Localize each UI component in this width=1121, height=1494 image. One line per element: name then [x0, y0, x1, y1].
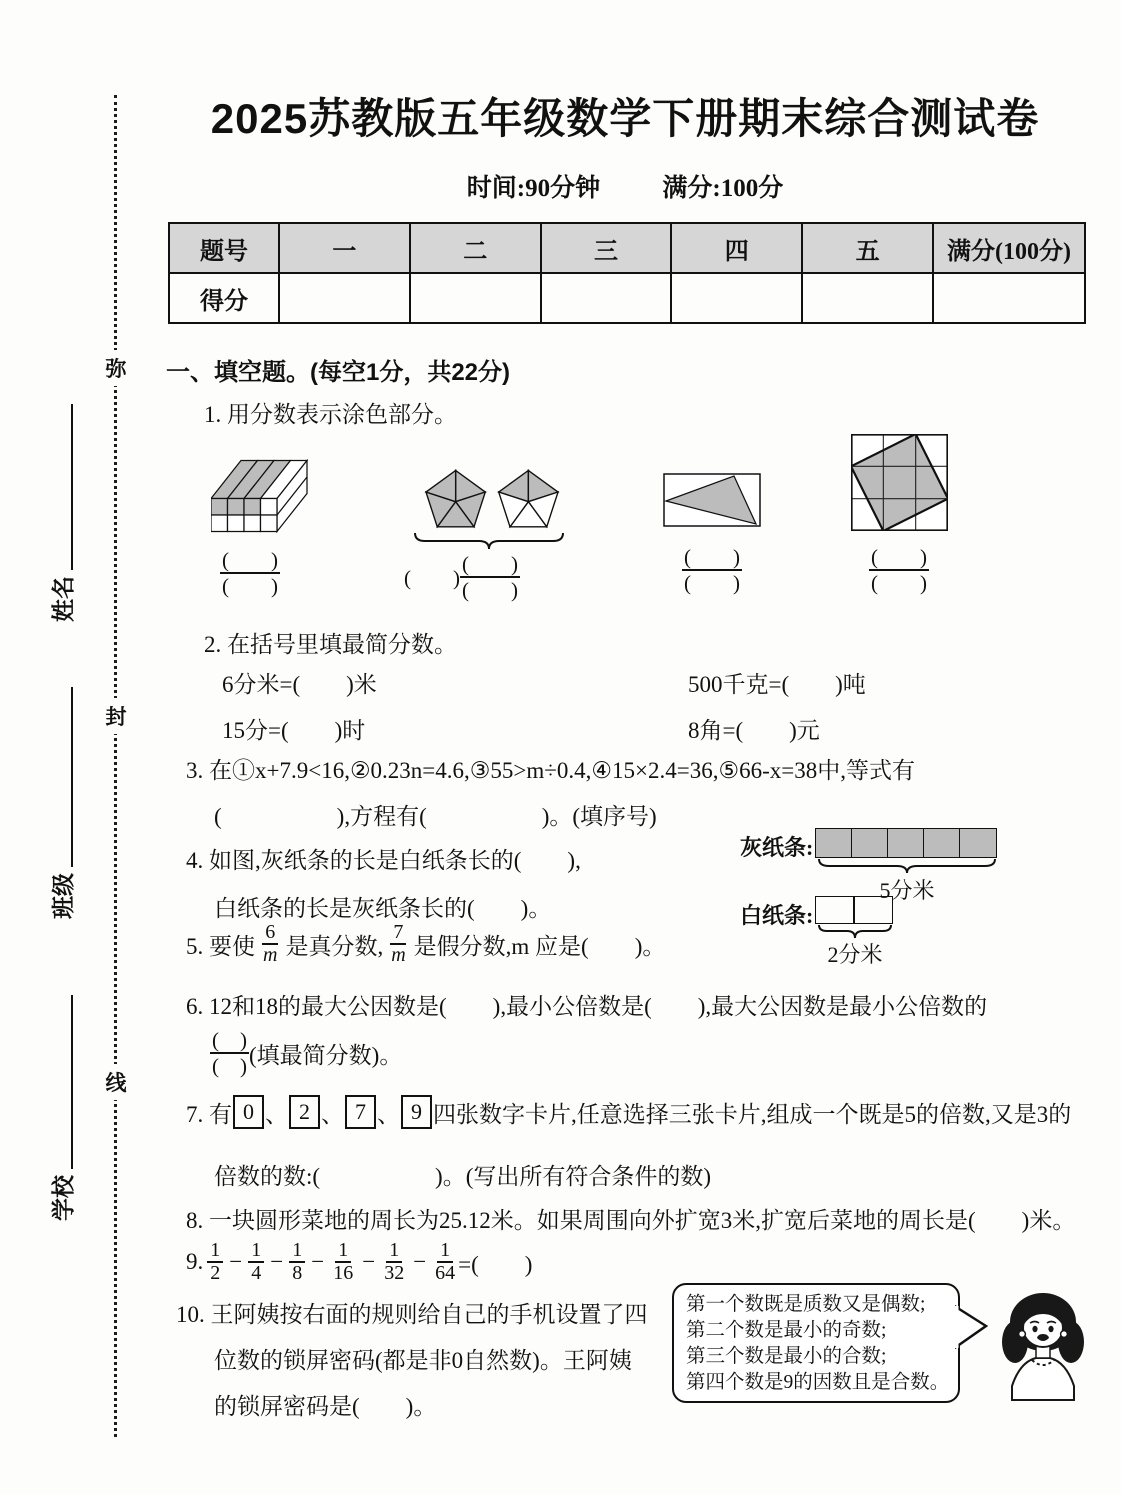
q2-item-4: 8角=( )元 [688, 718, 820, 743]
q1-fig2-underbrace [413, 533, 565, 550]
school-underline [70, 995, 73, 1169]
q4-white-strip [817, 896, 893, 922]
seal-char-mi: 弥 [101, 350, 131, 386]
q3-line2: ( ),方程有( )。(填序号) [214, 804, 657, 829]
q9-minus: − [413, 1249, 427, 1274]
q5-pre: 5. 要使 [186, 933, 255, 959]
q4-gray-strip-label: 灰纸条: [740, 835, 814, 860]
score-cell [802, 273, 933, 323]
q7-separator: 、 [321, 1101, 344, 1127]
q5-frac1-numerator: 6 [262, 922, 278, 945]
q10-rule-1: 第一个数既是质数又是偶数; [686, 1294, 926, 1315]
q1-figure-rect-triangle [663, 473, 761, 527]
col-part-1: 一 [279, 223, 410, 273]
seal-char-xian: 线 [101, 1064, 131, 1100]
q9-equals-blank: =( ) [458, 1251, 533, 1277]
q6-line2 [210, 1028, 402, 1078]
score-cell [279, 273, 410, 323]
q7-digit-card-7: 7 [345, 1095, 376, 1129]
q5-frac1-denominator: m [263, 944, 278, 966]
q7-digit-card-9: 9 [401, 1095, 432, 1129]
q5-line [186, 922, 665, 966]
score-cell [933, 273, 1085, 323]
score-cell [410, 273, 541, 323]
time-limit: 时间:90分钟 [466, 175, 601, 202]
q9-fraction-6: $\frac{1}{64}$ [435, 1239, 456, 1284]
q6-denominator-blank: ( ) [212, 1054, 247, 1079]
page-title: 2025苏教版五年级数学下册期末综合测试卷 [210, 95, 1040, 142]
q4-white-length: 2分米 [827, 942, 883, 967]
col-part-4: 四 [671, 223, 802, 273]
q7-pre: 7. 有 [186, 1101, 232, 1127]
q1-figure-grid-square [851, 434, 948, 531]
q9-minus: − [362, 1249, 376, 1274]
q3-line1: 3. 在①x+7.9<16,②0.23n=4.6,③55>m÷0.4,④15×2.4=36,⑤66-x=38中,等式有 [186, 758, 915, 783]
q1-fig3-answer-fraction [666, 545, 758, 595]
q1-fig2-answer-fraction [460, 552, 520, 602]
q1-fig4-answer-fraction [853, 545, 945, 595]
q9-line [186, 1240, 532, 1284]
q1-figure-cuboid [211, 459, 311, 537]
speech-bubble-tail [955, 1305, 989, 1349]
q10-rule-4: 第四个数是9的因数且是合数。 [686, 1372, 950, 1393]
q1-fig1-denominator-blank: ( ) [222, 574, 278, 599]
q6-suffix: (填最简分数)。 [249, 1042, 403, 1068]
aunt-illustration [992, 1288, 1094, 1408]
q5-frac2-numerator: 7 [390, 922, 406, 945]
q1-fig4-numerator-blank: ( ) [869, 545, 929, 571]
q5-post: 是假分数,m 应是( )。 [413, 933, 666, 959]
q4-white-strip-label: 白纸条: [740, 903, 814, 928]
section1-heading: 一、填空题。(每空1分，共22分) [166, 359, 511, 386]
score-row-label: 得分 [169, 273, 279, 323]
q9-minus: − [229, 1249, 243, 1274]
class-underline [70, 687, 73, 867]
q9-fraction-2: $\frac{1}{4}$ [248, 1240, 264, 1284]
col-part-5: 五 [802, 223, 933, 273]
q9-fraction-5: $\frac{1}{32}$ [384, 1239, 405, 1284]
q10-line1: 10. 王阿姨按右面的规则给自己的手机设置了四 [176, 1302, 648, 1327]
q4-white-underbrace [817, 925, 893, 939]
q7-line1 [186, 1095, 1071, 1129]
q10-line2: 位数的锁屏密码(都是非0自然数)。王阿姨 [214, 1348, 632, 1373]
q4-gray-strip [817, 828, 997, 856]
q4-line2: 白纸条的长是灰纸条长的( )。 [214, 896, 552, 921]
q1-figure-pentagons [421, 465, 563, 530]
q5-mid: 是真分数, [285, 933, 384, 959]
col-part-3: 三 [541, 223, 672, 273]
score-cell [541, 273, 672, 323]
score-table-header-row [169, 223, 1085, 273]
q4-gray-underbrace [817, 859, 997, 874]
paper-meta [150, 168, 1100, 204]
q1-fig3-numerator-blank: ( ) [682, 545, 742, 571]
q4-line1: 4. 如图,灰纸条的长是白纸条长的( ), [186, 848, 581, 873]
seal-char-feng: 封 [101, 698, 131, 734]
q6-line1: 6. 12和18的最大公因数是( ),最小公倍数是( ),最大公因数是最小公倍数的 [186, 994, 988, 1019]
q9-fraction-3: $\frac{1}{8}$ [289, 1240, 305, 1284]
q2-item-1: 6分米=( )米 [222, 672, 377, 697]
score-cell [671, 273, 802, 323]
q1-fig1-numerator-blank: ( ) [220, 548, 280, 574]
q1-text: 1. 用分数表示涂色部分。 [204, 402, 457, 427]
score-table-score-row [169, 273, 1085, 323]
q5-frac2-denominator: m [391, 944, 406, 966]
q7-separator: 、 [265, 1101, 288, 1127]
q7-digit-card-2: 2 [289, 1095, 320, 1129]
q1-fig4-denominator-blank: ( ) [871, 571, 927, 596]
q4-gray-length: 5分米 [879, 878, 935, 903]
q7-digit-card-0: 0 [233, 1095, 264, 1129]
q2-item-2: 500千克=( )吨 [688, 672, 866, 697]
q5-fraction-2 [388, 922, 408, 966]
q9-minus: − [270, 1249, 284, 1274]
q6-numerator-blank: ( ) [210, 1028, 249, 1054]
q9-pre: 9. [186, 1249, 204, 1274]
name-label: 姓名 [50, 576, 76, 622]
school-label: 学校 [50, 1175, 76, 1221]
col-question-no: 题号 [169, 223, 279, 273]
name-underline [70, 404, 73, 570]
q9-minus: − [311, 1249, 325, 1274]
col-part-2: 二 [410, 223, 541, 273]
q2-text: 2. 在括号里填最简分数。 [204, 632, 457, 657]
q6-answer-fraction [210, 1028, 249, 1078]
q1-fig2-denominator-blank: ( ) [462, 578, 518, 603]
q7-line2: 倍数的数:( )。(写出所有符合条件的数) [214, 1164, 712, 1189]
q10-rule-3: 第三个数是最小的合数; [686, 1346, 887, 1367]
seal-dotted-line [114, 95, 117, 1437]
name-field [46, 404, 78, 622]
q9-fraction-4: $\frac{1}{16}$ [333, 1239, 354, 1284]
q10-line3: 的锁屏密码是( )。 [214, 1394, 437, 1419]
q1-fig2-answer [404, 552, 520, 602]
q10-rules-speech-bubble [672, 1283, 960, 1403]
q1-fig3-denominator-blank: ( ) [684, 571, 740, 596]
q7-post: 四张数字卡片,任意选择三张卡片,组成一个既是5的倍数,又是3的 [433, 1101, 1072, 1127]
q1-fig1-answer-fraction [206, 548, 294, 598]
score-table [168, 222, 1086, 324]
q8-text: 8. 一块圆形菜地的周长为25.12米。如果周围向外扩宽3米,扩宽后菜地的周长是( )米。 [186, 1208, 1076, 1233]
q9-fraction-1: $\frac{1}{2}$ [207, 1240, 223, 1284]
school-field [46, 995, 78, 1221]
q7-separator: 、 [377, 1101, 400, 1127]
class-label: 班级 [50, 873, 76, 919]
full-score: 满分:100分 [662, 175, 784, 202]
q5-fraction-1 [260, 922, 280, 966]
q2-item-3: 15分=( )时 [222, 718, 366, 743]
q1-fig2-whole-blank: ( ) [404, 566, 460, 591]
col-total: 满分(100分) [933, 223, 1085, 273]
q10-rule-2: 第二个数是最小的奇数; [686, 1320, 887, 1341]
class-field [46, 687, 78, 919]
q1-fig2-numerator-blank: ( ) [460, 552, 520, 578]
